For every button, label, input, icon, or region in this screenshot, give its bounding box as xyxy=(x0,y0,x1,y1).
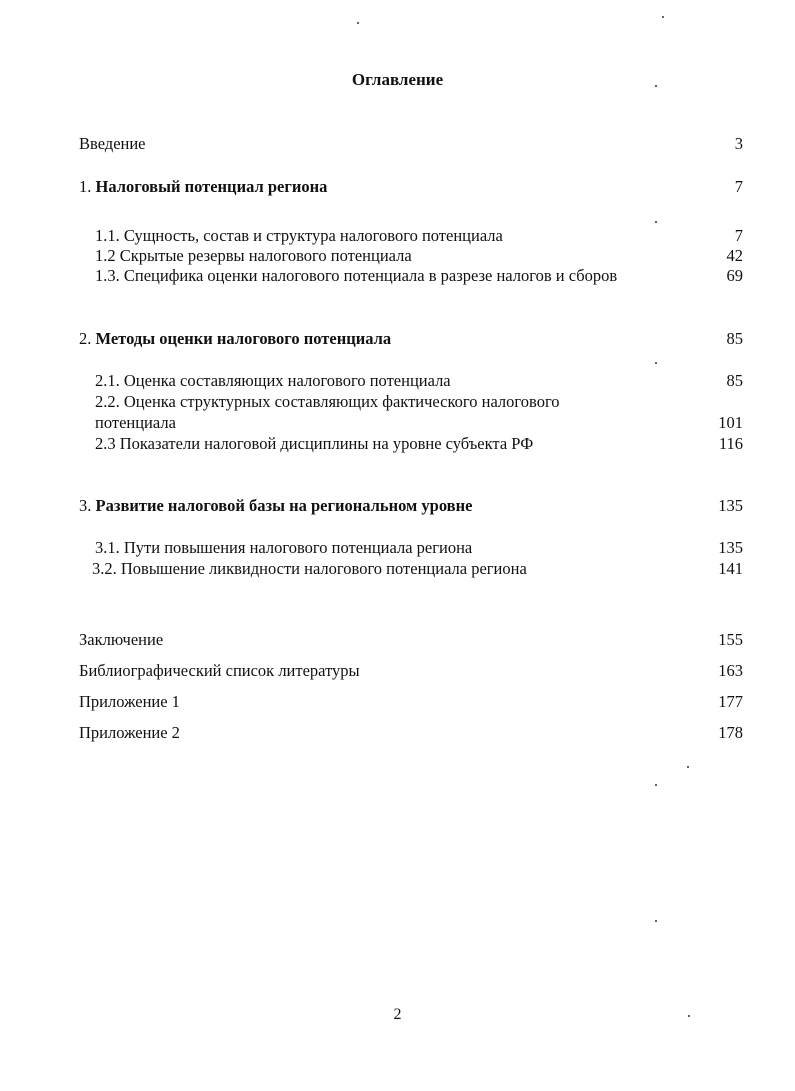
toc-page: 178 xyxy=(718,723,743,742)
toc-entry-section-2-3[interactable] xyxy=(95,434,743,454)
toc-page: 135 xyxy=(718,538,743,557)
toc-page: 69 xyxy=(726,266,743,285)
toc-entry-chapter-2[interactable] xyxy=(79,329,743,349)
chapter-title: Развитие налоговой базы на региональном уровне xyxy=(95,496,473,515)
toc-page: 177 xyxy=(718,692,743,711)
toc-page: 155 xyxy=(718,630,743,649)
toc-label-section-2-2-line1[interactable]: 2.2. Оценка структурных составляющих фактического налогового xyxy=(95,392,560,411)
toc-entry-appendix-1[interactable] xyxy=(79,692,743,712)
chapter-number: 3. xyxy=(79,496,92,515)
toc-page: 135 xyxy=(718,496,743,515)
scan-speck xyxy=(655,920,657,922)
scan-speck xyxy=(655,85,657,87)
toc-label: 1.3. Специфика оценки налогового потенциала в разрезе налогов и сборов xyxy=(95,266,618,285)
toc-label: Введение xyxy=(79,134,146,153)
toc-label: Библиографический список литературы xyxy=(79,661,360,680)
toc-page: 7 xyxy=(734,177,743,196)
chapter-title: Методы оценки налогового потенциала xyxy=(95,329,392,348)
scan-speck xyxy=(655,221,657,223)
toc-entry-section-2-2[interactable] xyxy=(95,413,743,433)
toc-page: 3 xyxy=(734,134,743,153)
toc-entry-chapter-1[interactable] xyxy=(79,177,743,197)
toc-label: Приложение 1 xyxy=(79,692,180,711)
toc-entry-intro[interactable] xyxy=(79,134,743,154)
toc-label: 2.1. Оценка составляющих налогового потенциала xyxy=(95,371,451,390)
toc-entry-section-2-1[interactable] xyxy=(95,371,743,391)
scan-speck xyxy=(688,1015,690,1017)
toc-label: 2.3 Показатели налоговой дисциплины на уровне субъекта РФ xyxy=(95,434,534,453)
toc-page: 141 xyxy=(718,559,743,578)
toc-entry-chapter-3[interactable] xyxy=(79,496,743,516)
toc-entry-section-1-2[interactable] xyxy=(95,246,743,266)
toc-page: 101 xyxy=(718,413,743,432)
toc-entry-bibliography[interactable] xyxy=(79,661,743,681)
toc-label: Заключение xyxy=(79,630,164,649)
scan-speck xyxy=(687,766,689,768)
page-title: Оглавление xyxy=(351,70,444,89)
toc-label: 3.1. Пути повышения налогового потенциала региона xyxy=(95,538,473,557)
toc-page: 85 xyxy=(726,371,743,390)
toc-entry-section-3-2[interactable] xyxy=(92,559,743,579)
toc-label: Приложение 2 xyxy=(79,723,180,742)
scan-speck xyxy=(655,362,657,364)
scan-speck xyxy=(655,784,657,786)
scan-speck xyxy=(357,22,359,24)
toc-page: 7 xyxy=(734,226,743,245)
toc-label: потенциала xyxy=(95,413,176,432)
toc-page: 163 xyxy=(718,661,743,680)
toc-label: 3.2. Повышение ликвидности налогового потенциала региона xyxy=(92,559,527,578)
toc-label: 1.1. Сущность, состав и структура налогового потенциала xyxy=(95,226,503,245)
toc-entry-conclusion[interactable] xyxy=(79,630,743,650)
scan-speck xyxy=(662,16,664,18)
chapter-number: 1. xyxy=(79,177,92,196)
toc-entry-section-1-1[interactable] xyxy=(95,226,743,246)
toc-page: 116 xyxy=(718,434,743,453)
chapter-number: 2. xyxy=(79,329,92,348)
toc-entry-section-1-3[interactable] xyxy=(95,266,743,286)
toc-page: 85 xyxy=(726,329,743,348)
page-number: 2 xyxy=(393,1006,402,1023)
toc-label: 1.2 Скрытые резервы налогового потенциала xyxy=(95,246,412,265)
toc-entry-appendix-2[interactable] xyxy=(79,723,743,743)
toc-entry-section-3-1[interactable] xyxy=(95,538,743,558)
toc-page: 42 xyxy=(726,246,743,265)
chapter-title: Налоговый потенциал региона xyxy=(95,177,328,196)
